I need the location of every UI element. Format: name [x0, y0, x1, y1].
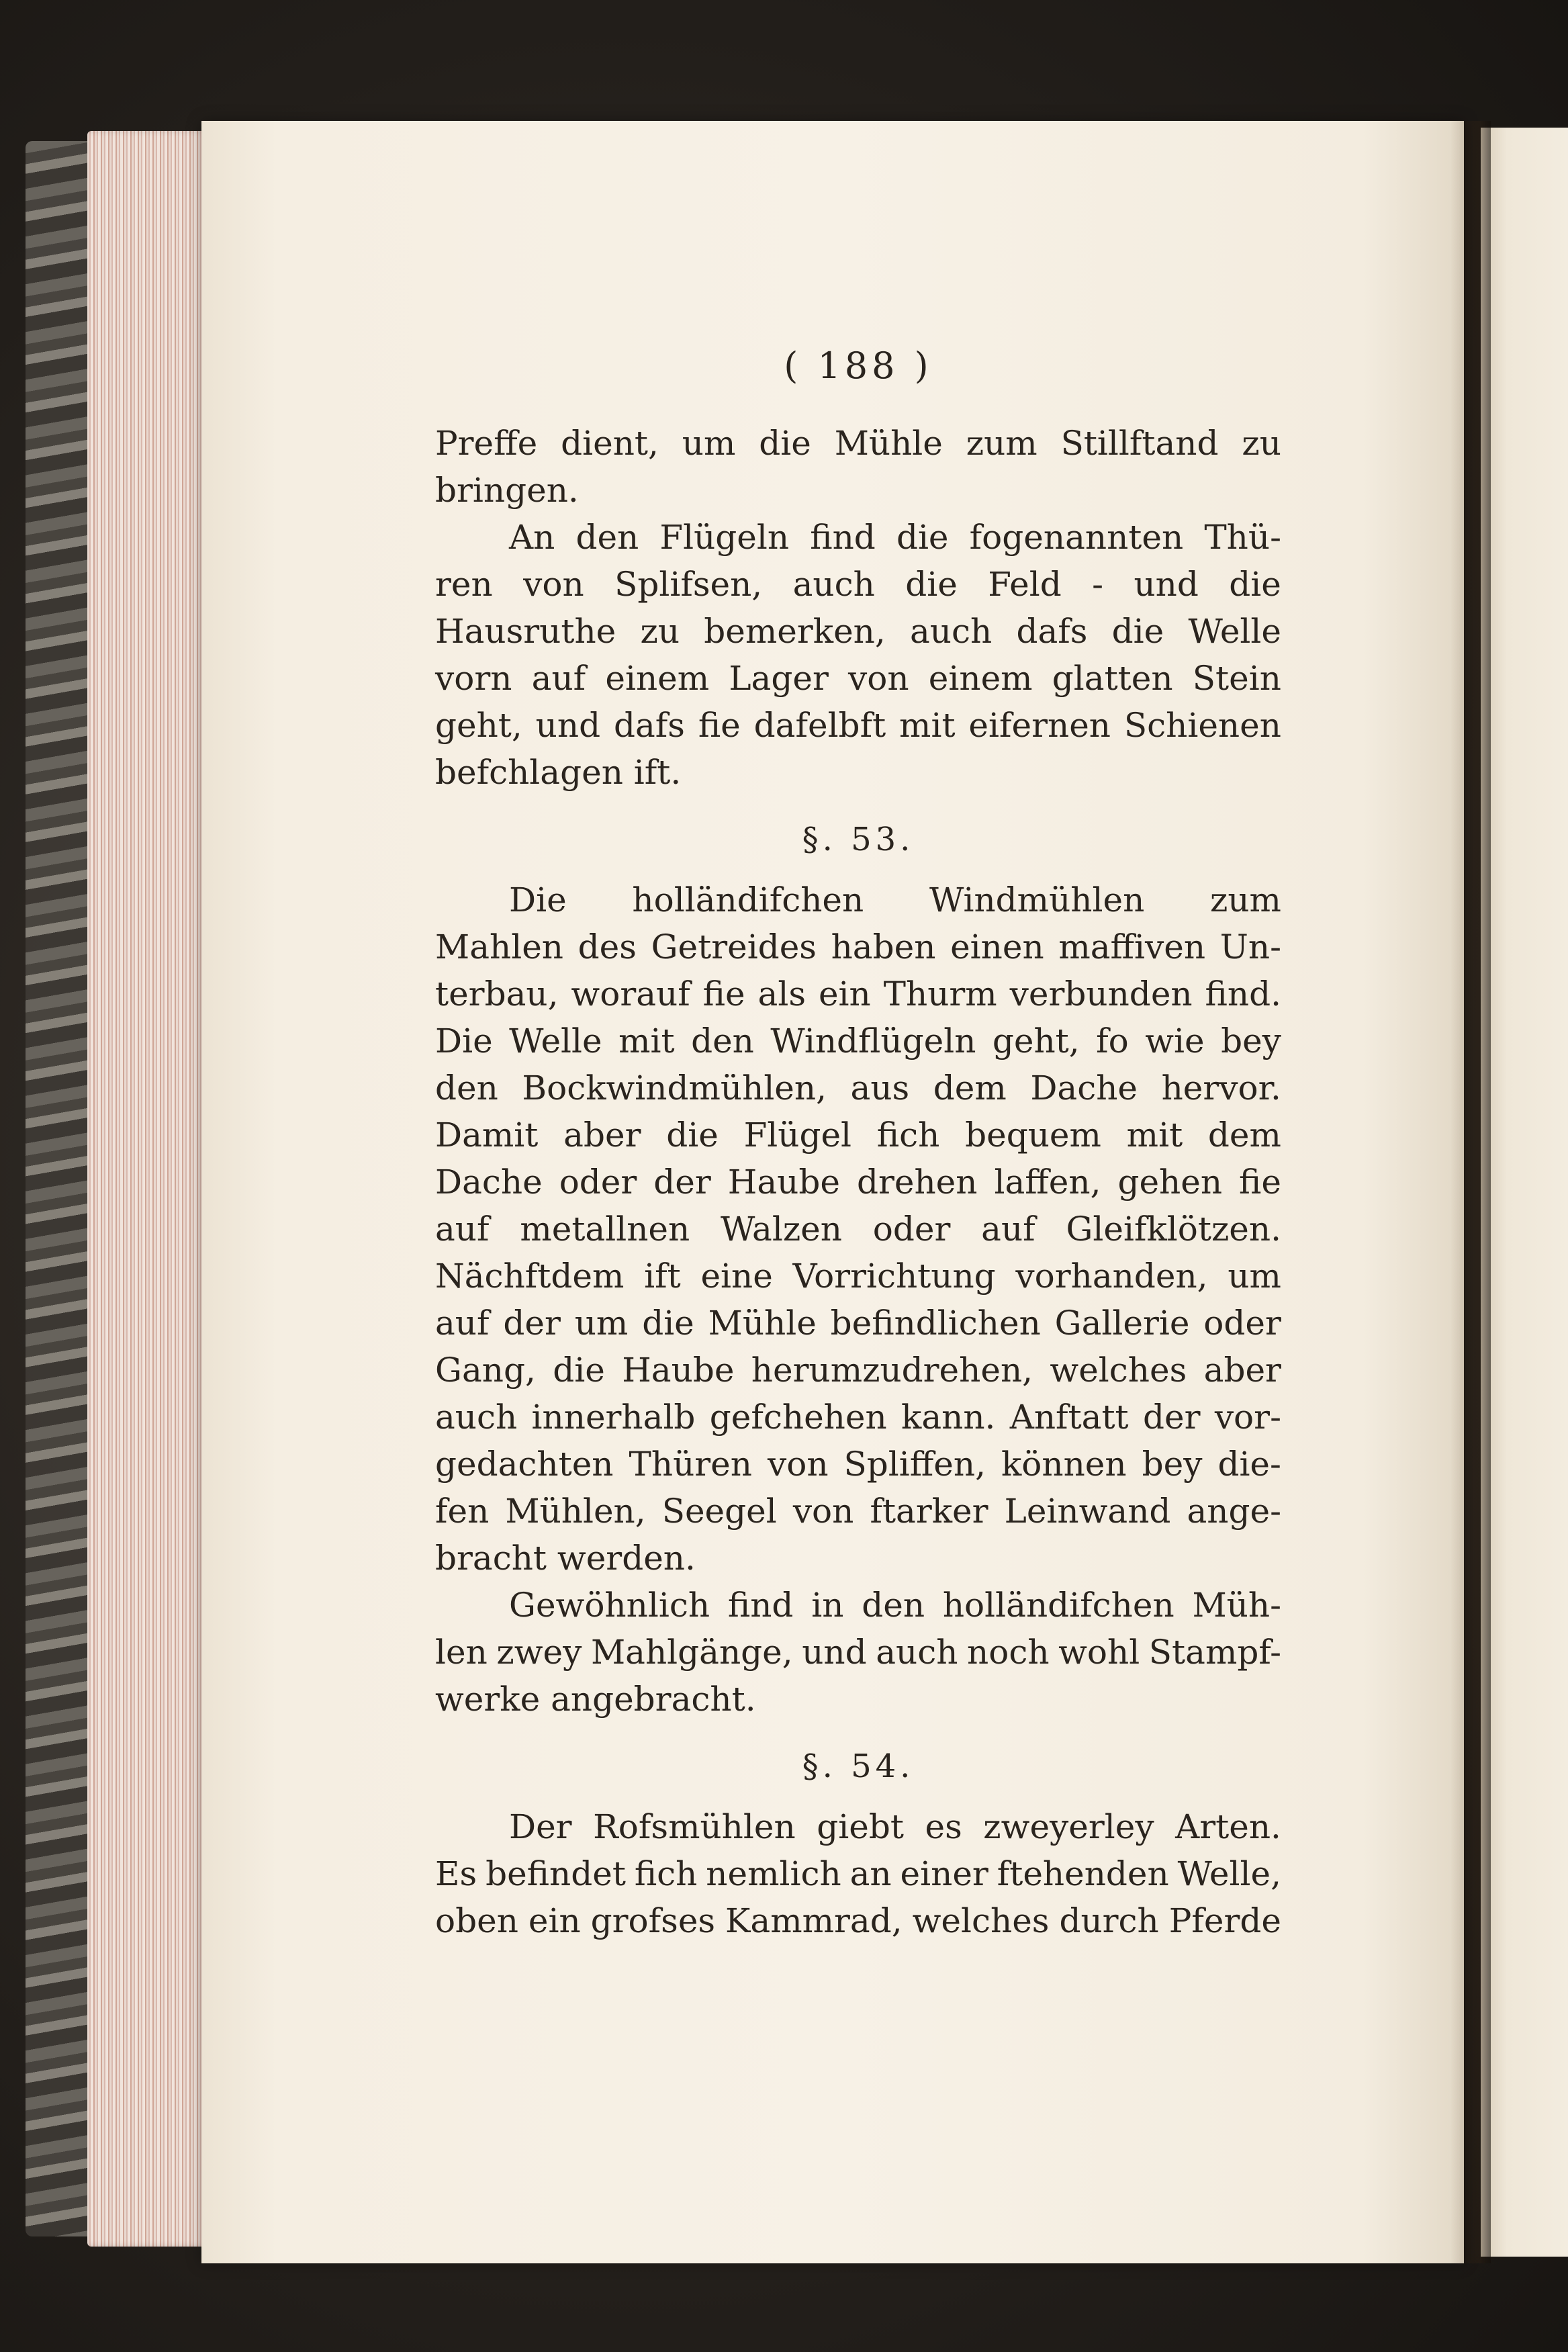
text-line [435, 702, 1281, 749]
paragraph-3 [435, 876, 1281, 1582]
section-heading-53: §. 53. [802, 821, 915, 858]
word: den [435, 1069, 498, 1107]
word: terbau, [435, 975, 559, 1013]
text-line [435, 1206, 1281, 1253]
word: von [767, 1445, 829, 1484]
word: Mahlgänge, [590, 1633, 793, 1672]
word: Gewöhnlich [509, 1586, 710, 1625]
text-line [435, 1253, 1281, 1300]
word: Schienen [1123, 706, 1281, 745]
word: Preffe [435, 424, 538, 463]
word: wohl [1058, 1633, 1140, 1672]
word: ren [435, 565, 493, 604]
word: Flügeln [659, 518, 790, 557]
word: fen [435, 1492, 490, 1531]
word: von [523, 565, 584, 604]
text-line [435, 420, 1281, 467]
word: die [1111, 612, 1164, 651]
word: auch [435, 1398, 518, 1437]
word: bequem [965, 1116, 1101, 1155]
word: worauf [571, 975, 690, 1013]
word: oder [1203, 1304, 1281, 1343]
word: Gang, [435, 1351, 536, 1390]
word: um [1228, 1257, 1281, 1296]
word: bey [1221, 1022, 1281, 1060]
text-line [435, 1488, 1281, 1535]
word: noch [967, 1633, 1050, 1672]
word: eifernen [968, 706, 1111, 745]
word: zu [1242, 424, 1281, 463]
word: zum [1210, 880, 1281, 919]
word: durch [1059, 1901, 1159, 1940]
word: es [925, 1807, 962, 1846]
paragraph-5 [435, 1803, 1281, 1944]
word: Mühlen, [505, 1492, 646, 1531]
word: von [848, 659, 909, 698]
text-line [435, 1441, 1281, 1488]
text-line [435, 1803, 1281, 1850]
word: oder [559, 1163, 637, 1202]
word: grofses [590, 1901, 716, 1940]
gutter-shadow [1450, 121, 1491, 2263]
word: fich [876, 1116, 940, 1155]
text-line [435, 1582, 1281, 1629]
word: An [509, 518, 555, 557]
word: und [535, 706, 601, 745]
word: der [503, 1304, 561, 1343]
word: von [792, 1492, 854, 1531]
word: maffiven [1058, 928, 1206, 966]
text-line [435, 876, 1281, 923]
word: zweyerley [983, 1807, 1154, 1846]
word: dient, [561, 424, 659, 463]
word: drehen [856, 1163, 978, 1202]
word: fo [1096, 1022, 1129, 1060]
text-line [435, 1850, 1281, 1897]
word: einer [900, 1854, 988, 1893]
word: einem [928, 659, 1033, 698]
word: der [653, 1163, 711, 1202]
word: innerhalb [531, 1398, 696, 1437]
word: Arten. [1175, 1807, 1281, 1846]
text-line [435, 1065, 1281, 1112]
page-text [435, 339, 1281, 1944]
paragraph-2 [435, 514, 1281, 796]
word: find. [1205, 975, 1281, 1013]
word: einen [950, 928, 1044, 966]
word: ftarker [870, 1492, 988, 1531]
word: Anftatt [1009, 1398, 1129, 1437]
word: fie [698, 706, 741, 745]
word: Stampf- [1148, 1633, 1281, 1672]
word: laffen, [994, 1163, 1101, 1202]
word: einem [605, 659, 710, 698]
paragraph-1 [435, 420, 1281, 514]
word: zwey [496, 1633, 582, 1672]
word: Der [509, 1807, 572, 1846]
word: Mühle [708, 1304, 817, 1343]
word: wie [1145, 1022, 1205, 1060]
word: geht, [992, 1022, 1080, 1060]
word: glatten [1052, 659, 1173, 698]
word: an [849, 1854, 892, 1893]
word: Es [435, 1854, 477, 1893]
word: Haube [622, 1351, 735, 1390]
word: den [691, 1022, 754, 1060]
word: Walzen [720, 1210, 842, 1249]
word: welches [912, 1901, 1050, 1940]
word: ift [644, 1257, 681, 1296]
word: auch [876, 1633, 958, 1672]
word: Dache [435, 1163, 543, 1202]
word: die [553, 1351, 605, 1390]
word: ftehenden [997, 1854, 1169, 1893]
word: geht, [435, 706, 522, 745]
word: Vorrichtung [792, 1257, 996, 1296]
word: bemerken, [704, 612, 886, 651]
word: dafs [1016, 612, 1088, 651]
text-line: bracht werden. [435, 1539, 696, 1578]
text-line: bringen. [435, 471, 579, 510]
word: aus [850, 1069, 910, 1107]
word: auf [981, 1210, 1035, 1249]
text-line [435, 1629, 1281, 1676]
text-line [435, 1112, 1281, 1159]
section-heading-54: §. 54. [802, 1748, 915, 1785]
word: Kammrad, [725, 1901, 903, 1940]
word: Gallerie [1054, 1304, 1190, 1343]
word: Welle [1188, 612, 1281, 651]
word: fogenannten [969, 518, 1184, 557]
word: bey [1142, 1445, 1203, 1484]
word: Un- [1219, 928, 1281, 966]
word: und [1134, 565, 1199, 604]
word: - [1092, 565, 1104, 604]
word: Getreides [651, 928, 817, 966]
word: Seegel [661, 1492, 777, 1531]
word: auf [435, 1210, 490, 1249]
word: mit [618, 1022, 675, 1060]
word: verbunden [1009, 975, 1193, 1013]
word: find [727, 1586, 794, 1625]
word: giebt [817, 1807, 904, 1846]
word: Damit [435, 1116, 539, 1155]
word: welches [1050, 1351, 1187, 1390]
text-line: befchlagen ift. [435, 753, 682, 792]
word: aber [563, 1116, 641, 1155]
word: Leinwand [1004, 1492, 1171, 1531]
word: Thurm [883, 975, 997, 1013]
text-line [435, 1017, 1281, 1065]
word: gedachten [435, 1445, 614, 1484]
word: Thü- [1204, 518, 1281, 557]
word: aber [1203, 1351, 1281, 1390]
word: die [759, 424, 811, 463]
word: dafelbft [753, 706, 886, 745]
word: auf [531, 659, 586, 698]
word: gefchehen [709, 1398, 887, 1437]
word: kann. [901, 1398, 996, 1437]
word: ein [818, 975, 871, 1013]
word: auch [910, 612, 993, 651]
word: fie [1239, 1163, 1281, 1202]
text-line [435, 655, 1281, 702]
word: find [810, 518, 876, 557]
word: len [435, 1633, 488, 1672]
word: der [1142, 1398, 1201, 1437]
text-line [435, 923, 1281, 970]
word: oben [435, 1901, 518, 1940]
text-line [435, 1394, 1281, 1441]
word: herumzudrehen, [751, 1351, 1033, 1390]
word: Pferde [1168, 1901, 1281, 1940]
word: metallnen [520, 1210, 690, 1249]
word: Die [435, 1022, 493, 1060]
text-line [435, 1897, 1281, 1944]
word: Mahlen [435, 928, 563, 966]
word: auch [792, 565, 875, 604]
word: die [905, 565, 958, 604]
word: auf [435, 1304, 490, 1343]
page-edges [87, 131, 215, 2247]
text-line [435, 970, 1281, 1017]
word: vorhanden, [1015, 1257, 1208, 1296]
word: Windflügeln [770, 1022, 976, 1060]
word: Windmühlen [929, 880, 1145, 919]
word: ange- [1187, 1492, 1281, 1531]
word: Bockwindmühlen, [522, 1069, 827, 1107]
word: eine [700, 1257, 773, 1296]
word: Flügel [743, 1116, 852, 1155]
word: dem [933, 1069, 1007, 1107]
text-line [435, 561, 1281, 608]
word: fie [702, 975, 745, 1013]
word: oder [872, 1210, 951, 1249]
word: Splifsen, [614, 565, 763, 604]
word: vorn [435, 659, 512, 698]
word: Welle, [1177, 1854, 1281, 1893]
word: gehen [1117, 1163, 1223, 1202]
word: Stein [1192, 659, 1281, 698]
word: die [642, 1304, 694, 1343]
word: des [578, 928, 637, 966]
word: holländifchen [942, 1586, 1174, 1625]
word: befindet [486, 1854, 626, 1893]
word: und [802, 1633, 867, 1672]
word: den [862, 1586, 925, 1625]
page-number: ( 188 ) [784, 345, 933, 387]
paragraph-4 [435, 1582, 1281, 1723]
facing-page [1481, 128, 1568, 2257]
word: Dache [1030, 1069, 1138, 1107]
word: Feld [988, 565, 1062, 604]
word: Hausruthe [435, 612, 616, 651]
text-line: werke angebracht. [435, 1680, 756, 1719]
word: haben [831, 928, 936, 966]
word: um [574, 1304, 629, 1343]
word: Müh- [1192, 1586, 1281, 1625]
word: Mühle [834, 424, 943, 463]
word: die [896, 518, 949, 557]
word: Stillftand [1060, 424, 1219, 463]
word: Spliffen, [843, 1445, 986, 1484]
word: fich [634, 1854, 698, 1893]
text-line [435, 514, 1281, 561]
word: Nächftdem [435, 1257, 625, 1296]
word: Lager [729, 659, 829, 698]
word: Haube [727, 1163, 840, 1202]
word: Die [509, 880, 567, 919]
word: um [682, 424, 736, 463]
word: Rofsmühlen [593, 1807, 796, 1846]
word: Gleifklötzen. [1066, 1210, 1281, 1249]
word: können [1001, 1445, 1127, 1484]
word: ein [528, 1901, 581, 1940]
text-line [435, 1347, 1281, 1394]
word: mit [1126, 1116, 1183, 1155]
word: Thüren [629, 1445, 752, 1484]
word: die [666, 1116, 719, 1155]
word: mit [899, 706, 956, 745]
word: hervor. [1161, 1069, 1281, 1107]
word: die [1229, 565, 1281, 604]
word: befindlichen [830, 1304, 1041, 1343]
word: als [757, 975, 806, 1013]
word: in [811, 1586, 844, 1625]
word: dem [1207, 1116, 1281, 1155]
word: zu [640, 612, 680, 651]
word: holländifchen [632, 880, 864, 919]
word: nemlich [706, 1854, 841, 1893]
word: dafs [613, 706, 685, 745]
word: die- [1217, 1445, 1281, 1484]
text-line [435, 1159, 1281, 1206]
text-line [435, 608, 1281, 655]
word: zum [966, 424, 1037, 463]
word: Welle [509, 1022, 602, 1060]
text-line [435, 1300, 1281, 1347]
word: vor- [1214, 1398, 1281, 1437]
word: den [575, 518, 639, 557]
